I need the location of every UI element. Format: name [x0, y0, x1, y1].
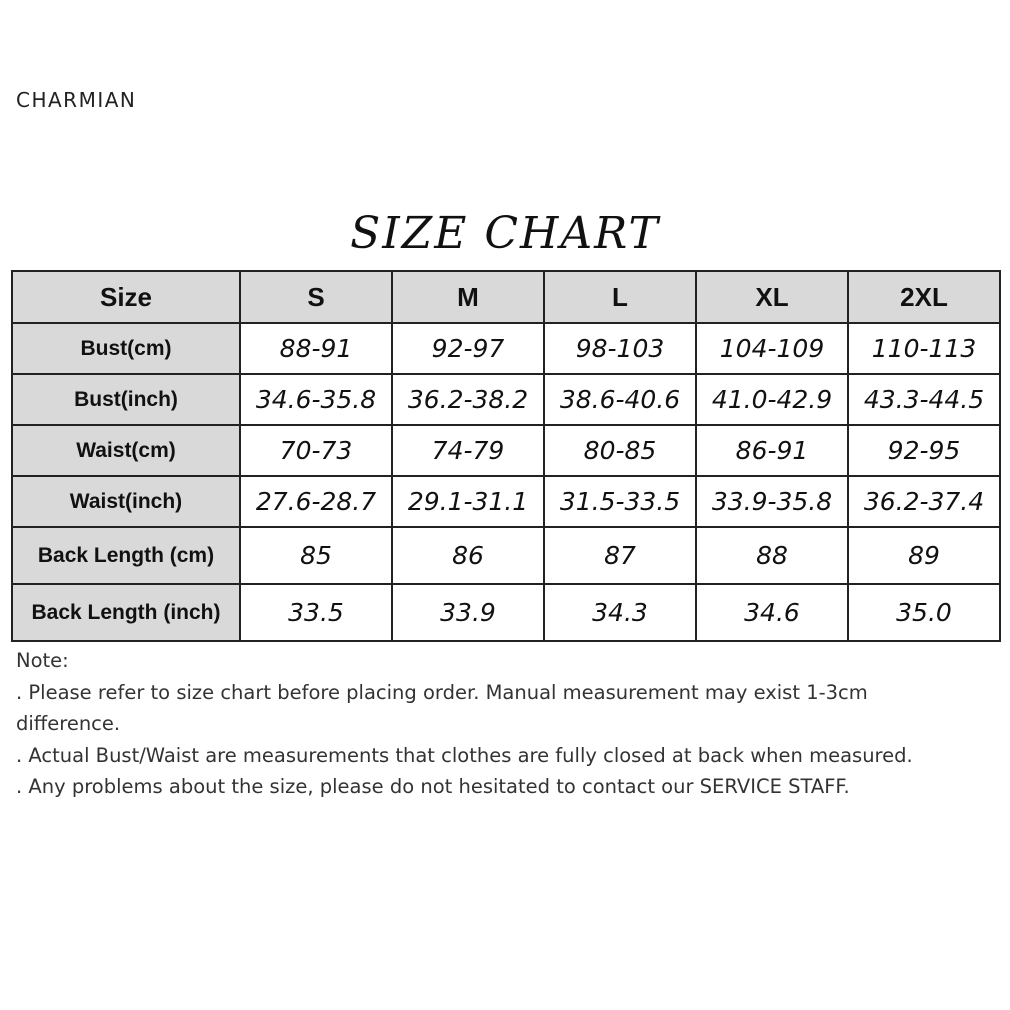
table-cell: 34.6 [696, 584, 848, 641]
table-row [12, 425, 1000, 476]
row-label: Bust(cm) [12, 323, 240, 374]
table-row [12, 476, 1000, 527]
table-row [12, 527, 1000, 584]
table-cell: 85 [240, 527, 392, 584]
header-size-xl: XL [696, 271, 848, 323]
note-line: . Actual Bust/Waist are measurements that clothes are fully closed at back when measured. [16, 743, 913, 767]
note-line-continued: difference. [16, 712, 121, 735]
size-chart-table [11, 270, 1001, 642]
table-row [12, 584, 1000, 641]
table-cell: 80-85 [544, 425, 696, 476]
header-size-m: M [392, 271, 544, 323]
table-cell: 31.5-33.5 [544, 476, 696, 527]
table-cell: 89 [848, 527, 1000, 584]
table-cell: 33.9 [392, 584, 544, 641]
note-line: . Please refer to size chart before placing order. Manual measurement may exist 1-3cm [16, 680, 868, 704]
table-cell: 41.0-42.9 [696, 374, 848, 425]
table-cell: 27.6-28.7 [240, 476, 392, 527]
table-cell: 110-113 [848, 323, 1000, 374]
note-line: . Any problems about the size, please do not hesitated to contact our SERVICE STAFF. [16, 775, 850, 798]
table-row [12, 374, 1000, 425]
table-cell: 36.2-38.2 [392, 374, 544, 425]
header-size-s: S [240, 271, 392, 323]
row-label: Back Length (inch) [12, 584, 240, 641]
notes-section [16, 645, 996, 803]
table-cell: 29.1-31.1 [392, 476, 544, 527]
table-cell: 38.6-40.6 [544, 374, 696, 425]
table-cell: 87 [544, 527, 696, 584]
table-header-row [12, 271, 1000, 323]
header-size-l: L [544, 271, 696, 323]
table-cell: 86-91 [696, 425, 848, 476]
table-cell: 88-91 [240, 323, 392, 374]
row-label: Waist(cm) [12, 425, 240, 476]
page-title: SIZE CHART [350, 208, 660, 259]
table-cell: 98-103 [544, 323, 696, 374]
table-cell: 35.0 [848, 584, 1000, 641]
row-label: Bust(inch) [12, 374, 240, 425]
row-label: Waist(inch) [12, 476, 240, 527]
header-size-2xl: 2XL [848, 271, 1000, 323]
table-cell: 33.5 [240, 584, 392, 641]
table-cell: 36.2-37.4 [848, 476, 1000, 527]
table-row [12, 323, 1000, 374]
table-cell: 43.3-44.5 [848, 374, 1000, 425]
table-cell: 34.3 [544, 584, 696, 641]
table-cell: 88 [696, 527, 848, 584]
table-cell: 33.9-35.8 [696, 476, 848, 527]
brand-logo: CHARMIAN [16, 88, 137, 112]
notes-heading: Note: [16, 649, 69, 672]
table-cell: 92-95 [848, 425, 1000, 476]
table-cell: 92-97 [392, 323, 544, 374]
table-cell: 70-73 [240, 425, 392, 476]
header-size-label: Size [12, 271, 240, 323]
table-cell: 74-79 [392, 425, 544, 476]
table-cell: 34.6-35.8 [240, 374, 392, 425]
table-cell: 104-109 [696, 323, 848, 374]
row-label: Back Length (cm) [12, 527, 240, 584]
table-cell: 86 [392, 527, 544, 584]
